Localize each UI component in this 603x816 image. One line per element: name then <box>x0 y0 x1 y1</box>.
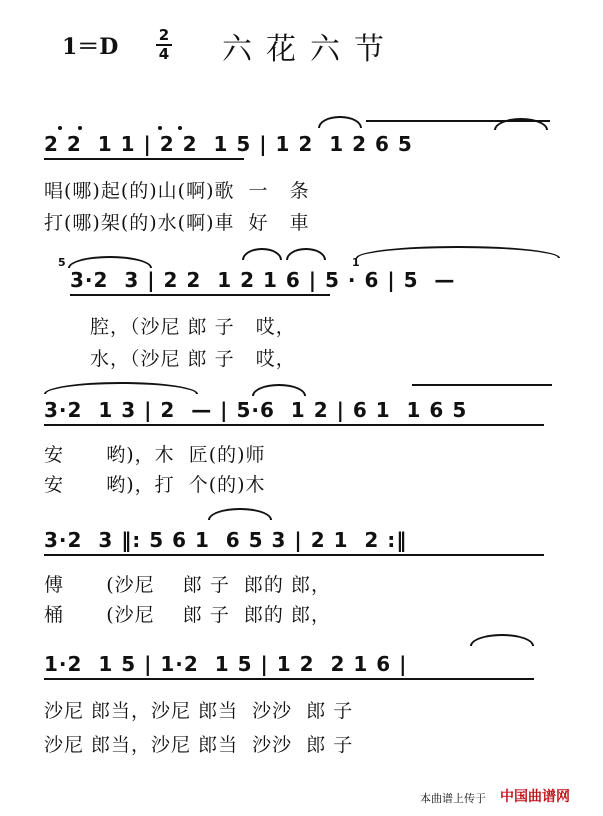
row1-octave-dot <box>58 126 62 130</box>
row5-lyrics-2: 沙尼 郎当，沙尼 郎当 沙沙 郎 子 <box>44 734 354 756</box>
row3-lyrics-2: 安 哟)，打 个(的)木 <box>44 474 266 496</box>
key-signature: 1＝D <box>62 34 119 60</box>
row3-beam <box>412 384 552 386</box>
row1-slur-1 <box>318 116 362 128</box>
song-title: 六花六节 <box>222 32 398 67</box>
row5-underline <box>44 678 534 680</box>
row2-slur-1 <box>68 256 152 268</box>
row3-slur-1 <box>44 382 198 394</box>
row2-slur-3 <box>286 248 326 260</box>
site-logo[interactable]: 中国曲谱网 <box>500 789 570 805</box>
row2-lyrics-1: 腔，（沙尼 郎 子 哎， <box>90 316 296 338</box>
row1-notes: 2 2 1 1 | 2 2 1 5 | 1 2 1 2 6 5 <box>44 132 413 156</box>
row4-slur <box>208 508 272 520</box>
row4-lyrics-1: 傅 (沙尼 郎 子 郎的 郎， <box>44 574 331 596</box>
row5-notes: 1·2 1 5 | 1·2 1 5 | 1 2 2 1 6 | <box>44 652 408 676</box>
time-signature <box>156 28 172 62</box>
row3-lyrics-1: 安 哟)，木 匠(的)师 <box>44 444 266 466</box>
row2-slur-4 <box>356 246 560 258</box>
row3-underline <box>44 424 544 426</box>
row3-notes: 3·2 1 3 | 2 — | 5·6 1 2 | 6 1 1 6 5 <box>44 398 468 422</box>
footer-text: 本曲谱上传于 <box>420 792 486 805</box>
row2-notes: 3·2 3 | 2 2 1 2 1 6 | 5 · 6 | 5 — <box>70 268 456 292</box>
row3-slur-2 <box>252 384 306 396</box>
row4-lyrics-2: 桶 (沙尼 郎 子 郎的 郎， <box>44 604 331 626</box>
row5-lyrics-1: 沙尼 郎当，沙尼 郎当 沙沙 郎 子 <box>44 700 354 722</box>
row1-underline <box>44 158 244 160</box>
time-signature-bottom: 4 <box>158 45 170 63</box>
row2-grace-note-1: 5 <box>58 256 66 269</box>
row1-octave-dot <box>178 126 182 130</box>
row2-grace-note-2: 1 <box>352 256 360 269</box>
row4-underline <box>44 554 544 556</box>
time-signature-top: 2 <box>158 26 170 44</box>
row1-lyrics-1: 唱(哪)起(的)山(啊)歌 一 条 <box>44 180 310 202</box>
row2-underline <box>70 294 330 296</box>
row2-slur-2 <box>242 248 282 260</box>
row2-lyrics-2: 水，（沙尼 郎 子 哎， <box>90 348 296 370</box>
row4-notes: 3·2 3 ‖: 5 6 1 6 5 3 | 2 1 2 :‖ <box>44 528 408 552</box>
row5-slur <box>470 634 534 646</box>
row1-lyrics-2: 打(哪)架(的)水(啊)車 好 車 <box>44 212 310 234</box>
row1-octave-dot <box>78 126 82 130</box>
row1-octave-dot <box>158 126 162 130</box>
